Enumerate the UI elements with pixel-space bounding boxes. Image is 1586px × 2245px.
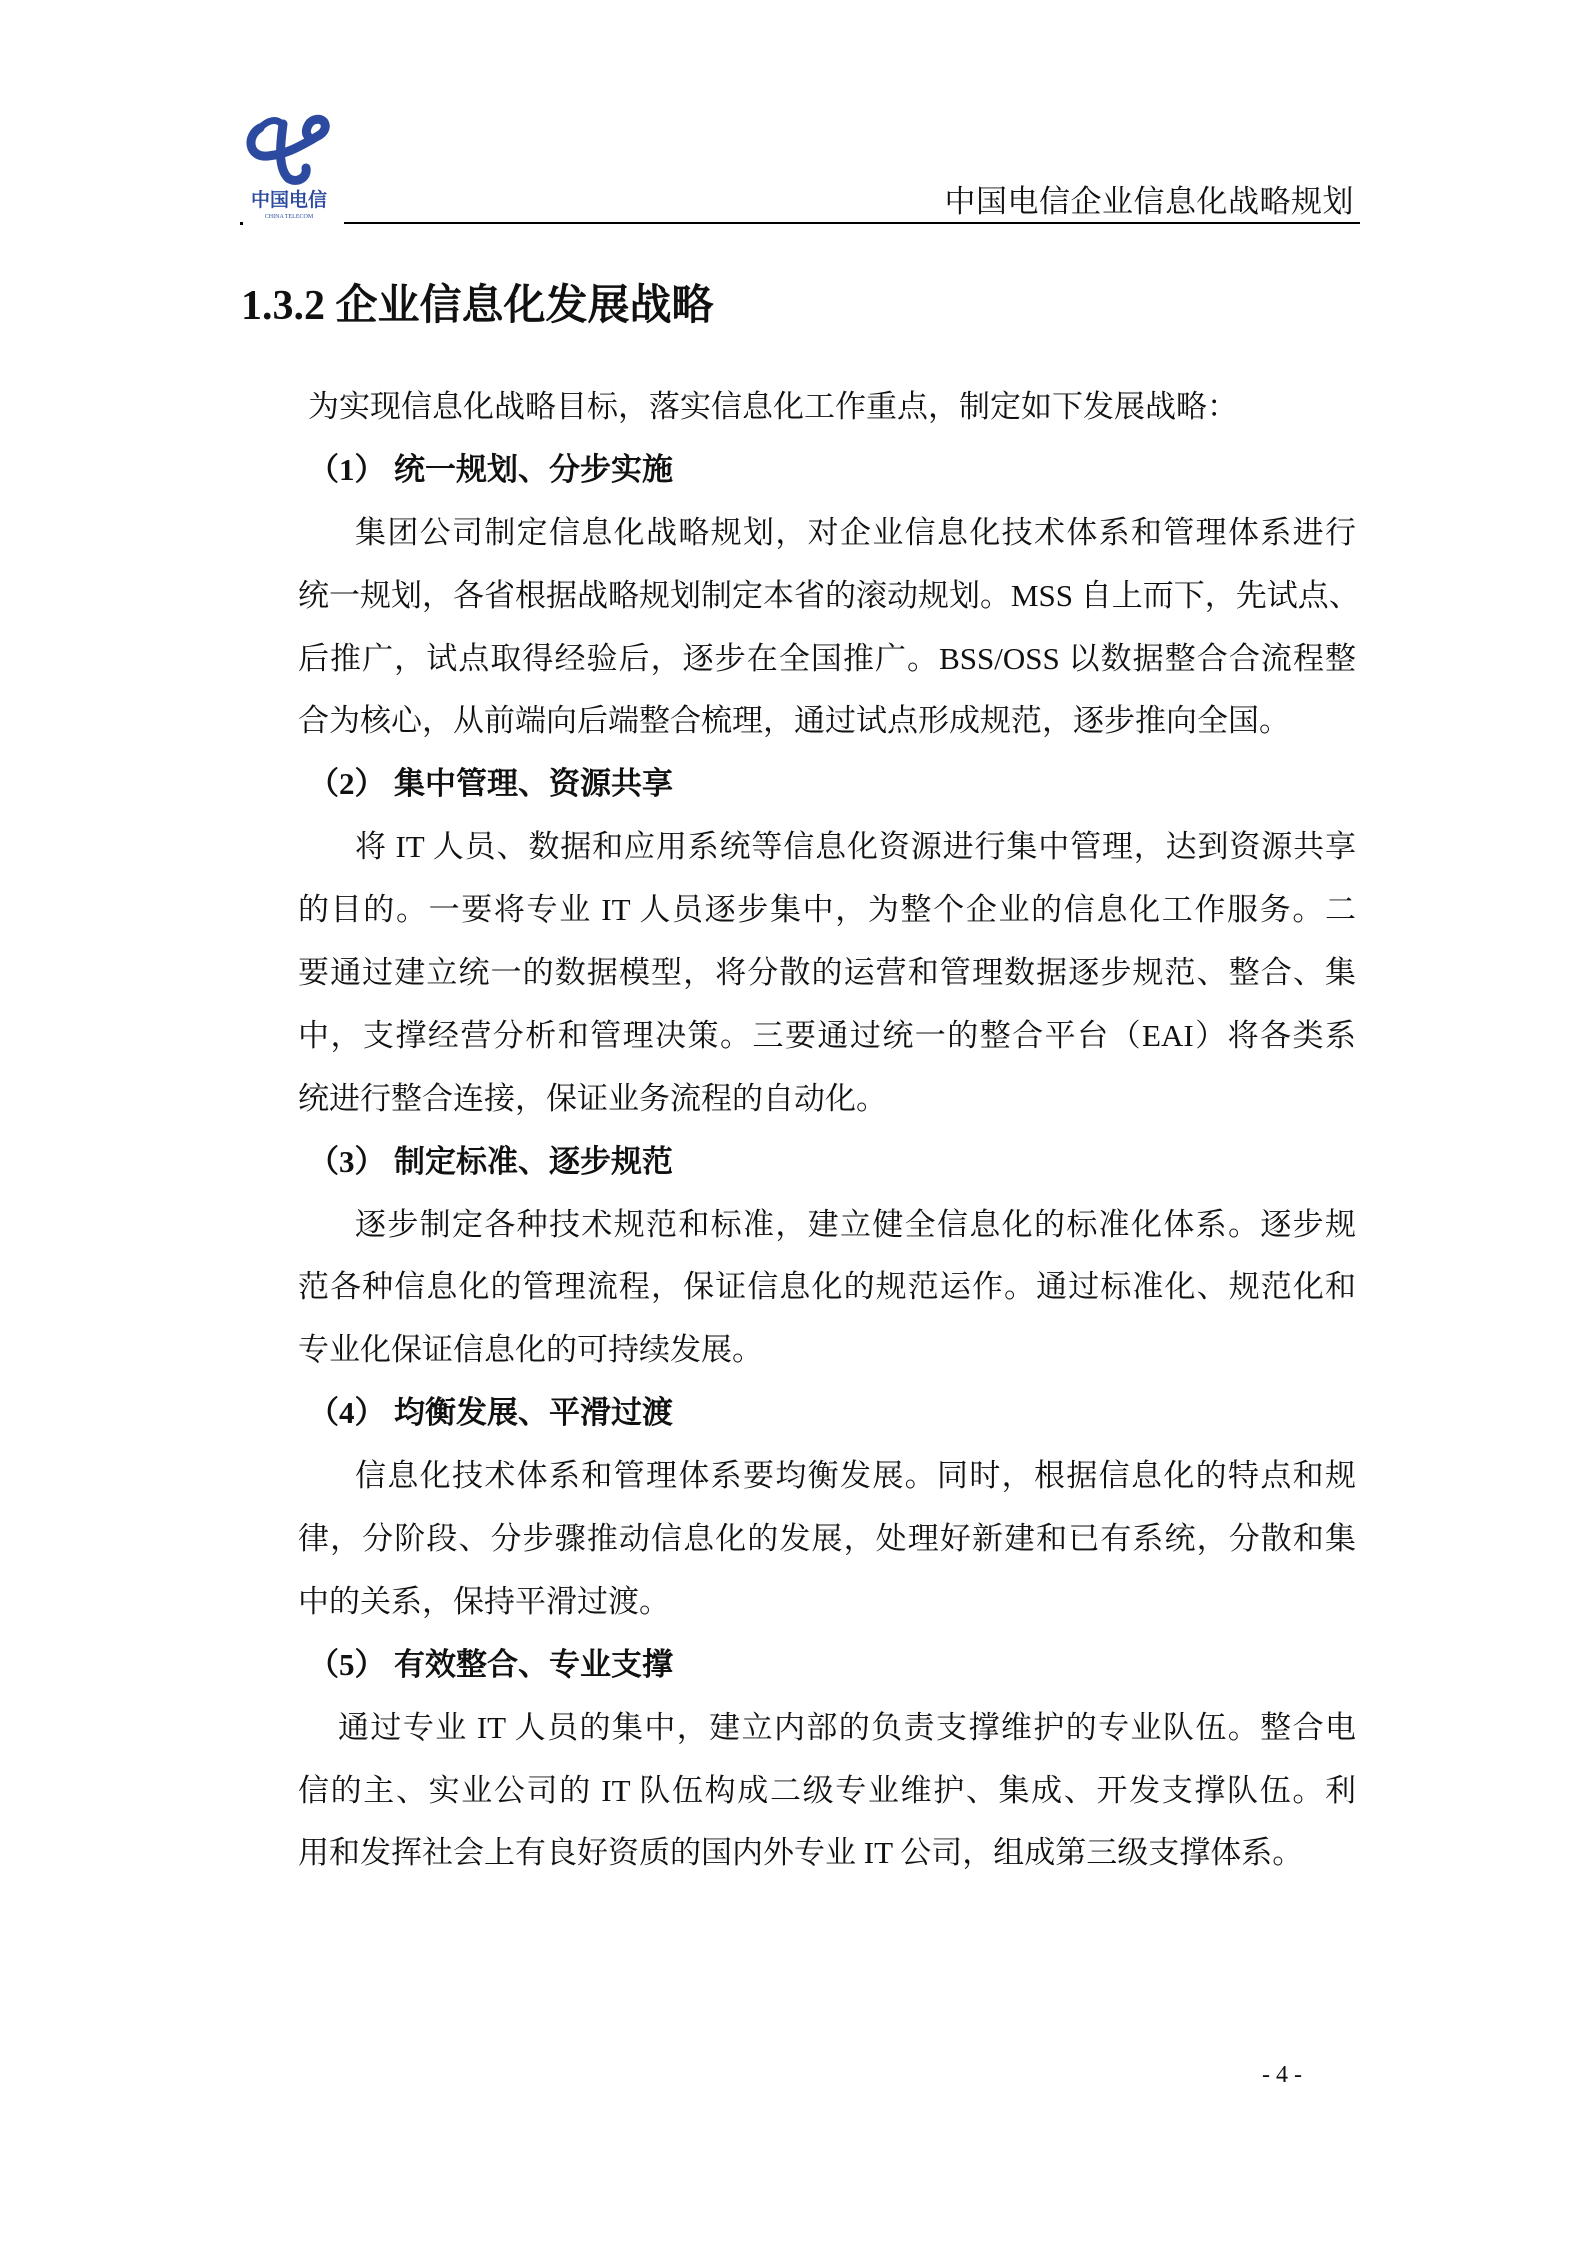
paragraph-line: 范各种信息化的管理流程，保证信息化的规范运作。通过标准化、规范化和 [298, 1269, 1356, 1305]
strategy-number: （2） [308, 766, 386, 802]
intro-paragraph: 为实现信息化战略目标，落实信息化工作重点，制定如下发展战略： [308, 389, 1238, 424]
paragraph-line: 中的关系，保持平滑过渡。 [298, 1583, 670, 1619]
strategy-heading [298, 439, 1356, 502]
paragraph-line: 的目的。一要将专业 IT 人员逐步集中，为整个企业的信息化工作服务。二 [298, 892, 1356, 928]
paragraph-line: 将 IT 人员、数据和应用系统等信息化资源进行集中管理，达到资源共享 [355, 829, 1356, 865]
paragraph-line: 逐步制定各种技术规范和标准，建立健全信息化的标准化体系。逐步规 [355, 1206, 1356, 1242]
strategy-title: 集中管理、资源共享 [394, 766, 673, 802]
paragraph-line: 信的主、实业公司的 IT 队伍构成二级专业维护、集成、开发支撑队伍。利 [298, 1772, 1356, 1808]
strategy-title: 制定标准、逐步规范 [394, 1143, 673, 1179]
paragraph-line: 要通过建立统一的数据模型，将分散的运营和管理数据逐步规范、整合、集 [298, 955, 1356, 991]
paragraph-line: 律，分阶段、分步骤推动信息化的发展，处理好新建和已有系统，分散和集 [298, 1521, 1356, 1557]
paragraph-line: 通过专业 IT 人员的集中，建立内部的负责支撑维护的专业队伍。整合电 [338, 1709, 1356, 1745]
paragraph-line: 统一规划，各省根据战略规划制定本省的滚动规划。MSS 自上而下，先试点、 [298, 577, 1360, 613]
paragraph-line: 后推广，试点取得经验后，逐步在全国推广。BSS/OSS 以数据整合合流程整 [298, 640, 1356, 676]
strategy-number: （1） [308, 451, 386, 487]
header-rule [344, 222, 1360, 224]
strategy-number: （5） [308, 1646, 386, 1682]
section-title: 1.3.2 企业信息化发展战略 [241, 283, 714, 329]
paragraph-line: 中，支撑经营分析和管理决策。三要通过统一的整合平台（EAI）将各类系 [298, 1017, 1356, 1053]
page-number: - 4 - [1262, 2062, 1302, 2088]
svg-text:中国电信: 中国电信 [250, 190, 328, 211]
header-title: 中国电信企业信息化战略规划 [944, 184, 1354, 219]
strategy-number: （4） [308, 1395, 386, 1431]
paragraph-line: 信息化技术体系和管理体系要均衡发展。同时，根据信息化的特点和规 [355, 1458, 1356, 1494]
strategy-title: 统一规划、分步实施 [394, 451, 673, 487]
paragraph-line: 集团公司制定信息化战略规划，对企业信息化技术体系和管理体系进行 [355, 514, 1356, 550]
strategy-title: 均衡发展、平滑过渡 [394, 1395, 673, 1431]
paragraph-line: 用和发挥社会上有良好资质的国内外专业 IT 公司，组成第三级支撑体系。 [298, 1835, 1304, 1871]
strategy-heading [298, 753, 1356, 816]
strategy-heading [298, 1382, 1356, 1445]
document-body [298, 376, 1360, 1885]
paragraph-line: 专业化保证信息化的可持续发展。 [298, 1332, 763, 1368]
paragraph-line: 合为核心，从前端向后端整合梳理，通过试点形成规范，逐步推向全国。 [298, 703, 1290, 739]
paragraph-line: 统进行整合连接，保证业务流程的自动化。 [298, 1080, 887, 1116]
strategy-heading [298, 1131, 1356, 1194]
strategy-number: （3） [308, 1143, 386, 1179]
svg-text:CHINA TELECOM: CHINA TELECOM [264, 214, 314, 220]
strategy-heading [298, 1634, 1356, 1697]
strategy-title: 有效整合、专业支撑 [394, 1646, 673, 1682]
china-telecom-logo [238, 106, 340, 224]
header-rule-dot [240, 222, 243, 225]
